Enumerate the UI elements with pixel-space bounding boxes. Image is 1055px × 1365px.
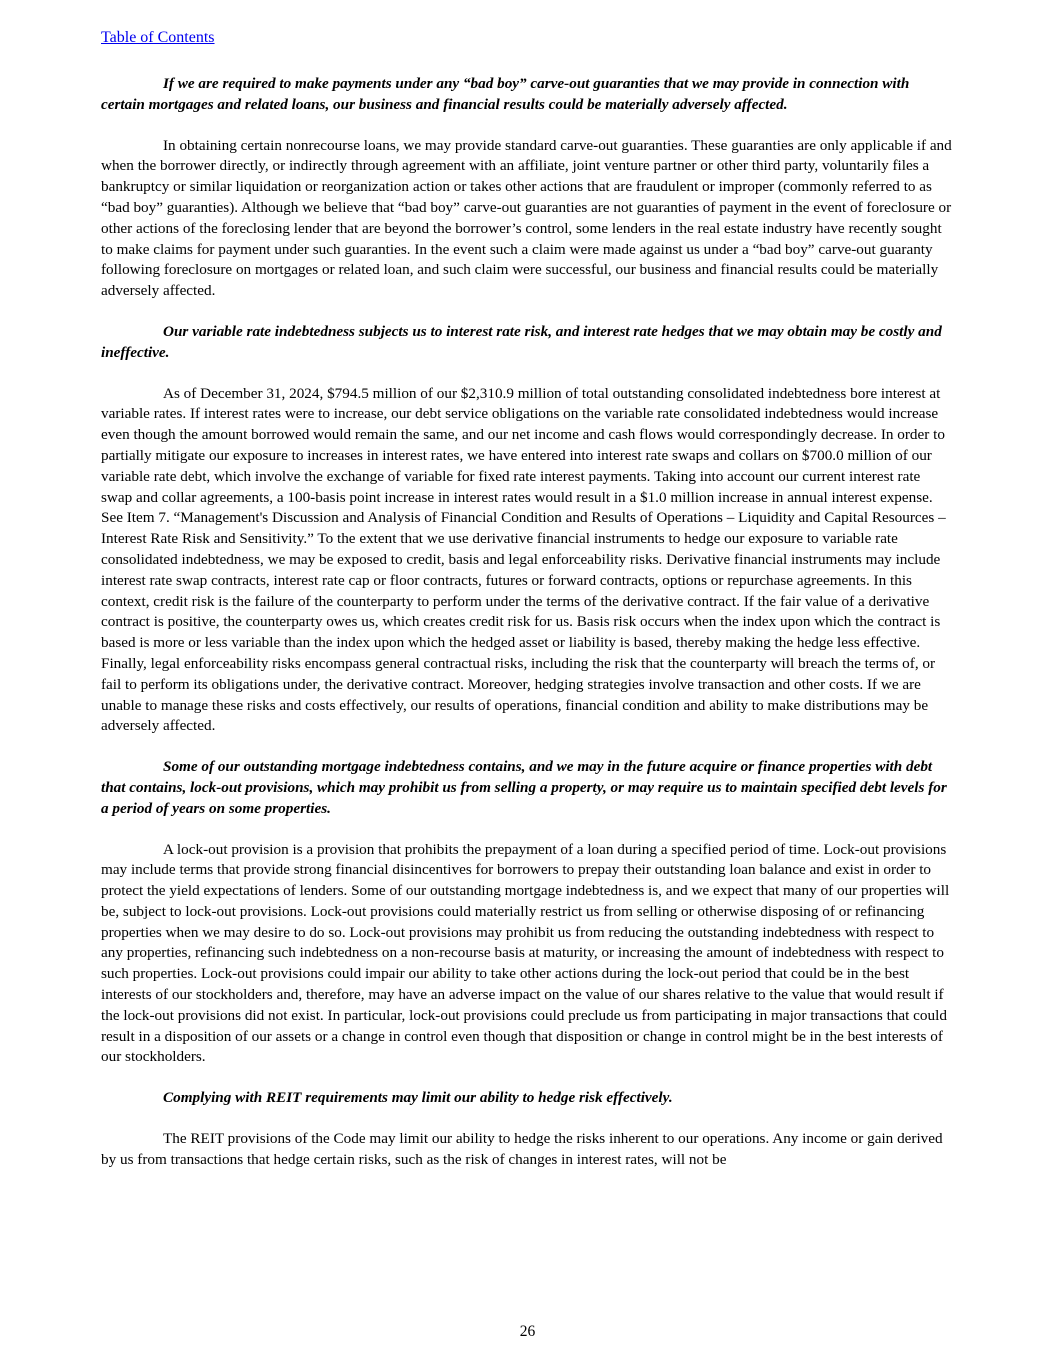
section-heading-reit-hedging: Complying with REIT requirements may limit our ability to hedge risk effectively. [163,1089,673,1107]
section-heading-bad-boy-guaranties: If we are required to make payments under any “bad boy” carve-out guaranties that we may provide in connection with certain mortgages and related loans, our business and financial results could be materially adversely affected. [101,75,910,113]
table-of-contents-link[interactable]: Table of Contents [101,29,215,46]
section-body-bad-boy-guaranties: In obtaining certain nonrecourse loans, we may provide standard carve-out guaranties. These guaranties are only applicable if and when the borrower directly, or indirectly through agreement with an affiliate, joint venture partner or other third party, voluntarily files a bankruptcy or similar liquidation or reorganization action or takes other actions that are fraudulent or improper (commonly referred to as “bad boy” guaranties). Although we believe that “bad boy” carve-out guaranties are not guaranties of payment in the event of foreclosure or other actions of the foreclosing lender that are beyond the borrower’s control, some lenders in the real estate industry have recently sought to make claims for payment under such guaranties. In the event such a claim were made against us under a “bad boy” carve-out guaranty following foreclosure on mortgages or related loan, and such claim were successful, our business and financial results could be materially adversely affected. [101,136,952,300]
section-heading-variable-rate-debt: Our variable rate indebtedness subjects us to interest rate risk, and interest rate hedges that we may obtain may be costly and ineffective. [101,322,942,361]
section-body-lock-out-provisions: A lock-out provision is a provision that prohibits the prepayment of a loan during a specified period of time. Lock-out provisions may include terms that provide strong financial disincentives for borrowers to prepay their outstanding loan balance and exist in order to protect the yield expectations of lenders. Some of our outstanding mortgage indebtedness is, and we expect that many of our properties will be, subject to lock-out provisions. Lock-out provisions could materially restrict us from selling or otherwise disposing of or refinancing properties when we may desire to do so. Lock-out provisions may prohibit us from reducing the outstanding indebtedness with respect to any properties, refinancing such indebtedness on a non-recourse basis at maturity, or increasing the amount of indebtedness with respect to such properties. Lock-out provisions could impair our ability to take other actions during the lock-out period that could be in the best interests of our stockholders and, therefore, may have an adverse impact on the value of our shares relative to the value that would result if the lock-out provisions did not exist. In particular, lock-out provisions could preclude us from participating in major transactions that could result in a disposition of our assets or a change in control even though that disposition or change in control might be in the best interests of our stockholders. [101,840,950,1066]
section-body-reit-hedging: The REIT provisions of the Code may limit our ability to hedge the risks inherent to our operations. Any income or gain derived by us from transactions that hedge certain risks, such as the risk of changes in interest rates, will not be [101,1130,943,1168]
page-number: 26 [519,1323,536,1340]
document-page [101,28,953,1191]
section-body-variable-rate-debt: As of December 31, 2024, $794.5 million of our $2,310.9 million of total outstanding consolidated indebtedness bore interest at variable rates. If interest rates were to increase, our debt service obligations on the variable rate consolidated indebtedness would increase even though the amount borrowed would remain the same, and our net income and cash flows would correspondingly decrease. In order to partially mitigate our exposure to increases in interest rates, we have entered into interest rate swaps and collars on $700.0 million of our variable rate debt, which involve the exchange of variable for fixed rate interest payments. Taking into account our current interest rate swap and collar agreements, a 100-basis point increase in interest rates would result in a $1.0 million increase in annual interest expense. See Item 7. “Management's Discussion and Analysis of Financial Condition and Results of Operations – Liquidity and Capital Resources – Interest Rate Risk and Sensitivity.” To the extent that we use derivative financial instruments to hedge our exposure to variable rate consolidated indebtedness, we may be exposed to credit, basis and legal enforceability risks. Derivative financial instruments may include interest rate swap contracts, interest rate cap or floor contracts, futures or forward contracts, options or repurchase agreements. In this context, credit risk is the failure of the counterparty to perform under the terms of the derivative contract. If the fair value of a derivative contract is positive, the counterparty owes us, which creates credit risk for us. Basis risk occurs when the index upon which the contract is based is more or less variable than the index upon which the hedged asset or liability is based, thereby making the hedge less effective. Finally, legal enforceability risks encompass general contractual risks, including the risk that the counterparty will breach the terms of, or fail to perform its obligations under, the derivative contract. Moreover, hedging strategies involve transaction and other costs. If we are unable to manage these risks and costs effectively, our results of operations, financial condition and ability to make distributions may be adversely affected. [101,384,946,735]
section-heading-lock-out-provisions: Some of our outstanding mortgage indebtedness contains, and we may in the future acquire or finance properties with debt that contains, lock-out provisions, which may prohibit us from selling a property, or may require us to maintain specified debt levels for a period of years on some properties. [101,758,947,817]
